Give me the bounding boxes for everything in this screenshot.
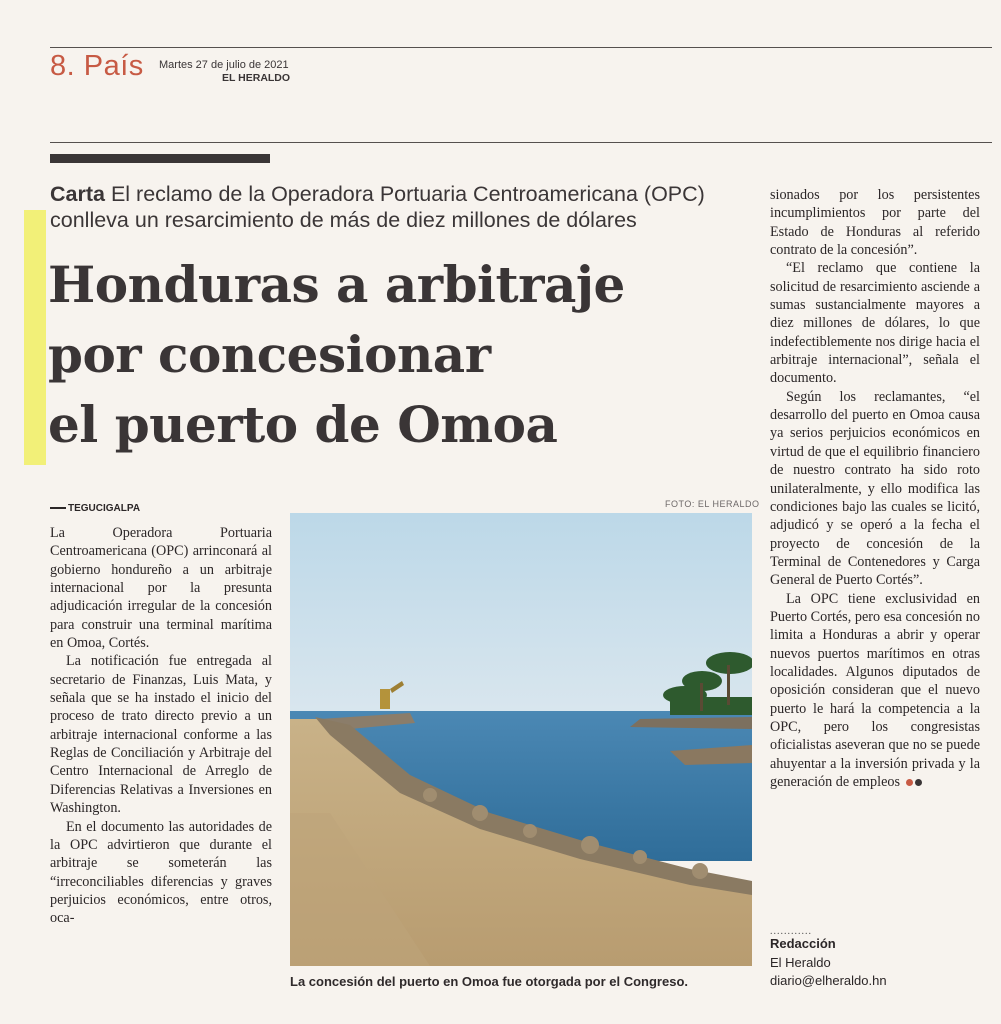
- header-bottom-rule: [50, 142, 992, 143]
- paragraph: sionados por los persistentes incumplimientos por parte del Estado de Honduras al referido contrato de la concesión”.: [770, 187, 980, 259]
- end-mark-dark-icon: [915, 779, 922, 786]
- paragraph: En el documento las autoridades de la OPC advirtieron que durante el arbitraje se someterán las “irreconciliables diferencias y graves perjuicios económicos, entre otros, oca-: [50, 818, 272, 927]
- photo-credit: FOTO: EL HERALDO: [665, 499, 760, 509]
- article-column-2: [770, 186, 980, 791]
- paragraph-text: La OPC tiene exclusividad en Puerto Cortés, pero esa concesión no limita a Honduras a abrir y operar nuevos puertos marítimos en otras localidades. Algunos diputados de oposición consideran que el nuevo puerto le hará la competencia a la OPC, pero los congresistas oficialistas aseveran que no se puede ahuyentar a la inversión privada y la generación de empleos: [770, 590, 980, 790]
- section-label: 8. País: [50, 50, 144, 82]
- kicker: [50, 181, 755, 233]
- kicker-text: El reclamo de la Operadora Portuaria Centroamericana (OPC) conlleva un resarcimiento de más de diez millones de dólares: [50, 182, 705, 232]
- highlighter-mark: [24, 210, 46, 465]
- headline-line: por concesionar: [48, 325, 491, 384]
- byline: [770, 935, 887, 991]
- byline-dots: ............: [770, 926, 812, 937]
- paragraph: La Operadora Portuaria Centroamericana (OPC) arrinconará al gobierno hondureño a un arbitraje internacional por la presunta adjudicación irregular de la concesión para construir una terminal marítima en Omoa, Cortés.: [50, 525, 272, 652]
- kicker-bar: [50, 154, 270, 163]
- harbor-photo: [290, 513, 752, 966]
- paragraph: [770, 590, 980, 792]
- headline-line: Honduras a arbitraje: [48, 255, 625, 314]
- byline-outlet: El Heraldo: [770, 954, 831, 970]
- headline-line: el puerto de Omoa: [48, 395, 558, 454]
- paragraph: “El reclamo que contiene la solicitud de resarcimiento asciende a sumas sustancialmente mayores a diez millones de dólares, lo que indefectiblemente nos dirige hacia el arbitraje internacional”, señala el documento.: [770, 260, 980, 387]
- article-column-1: [50, 524, 272, 928]
- byline-email: diario@elheraldo.hn: [770, 973, 887, 988]
- byline-label: Redacción: [770, 936, 836, 951]
- headline: [48, 250, 758, 460]
- issue-date: Martes 27 de julio de 2021: [159, 59, 289, 71]
- header-top-rule: [50, 47, 992, 48]
- kicker-label: Carta: [50, 182, 105, 206]
- paragraph: La notificación fue entregada al secretario de Finanzas, Luis Mata, y señala que se ha instado el inicio del proceso de trato directo previo a un arbitraje internacional conforme a las Reglas de Conciliación y Arbitraje del Centro Internacional de Arreglo de Diferencias Relativas a Inversiones en Washington.: [50, 653, 272, 817]
- photo-caption: La concesión del puerto en Omoa fue otorgada por el Congreso.: [290, 974, 688, 989]
- newspaper-name: EL HERALDO: [222, 72, 291, 84]
- paragraph: Según los reclamantes, “el desarrollo del puerto en Omoa causa ya serios perjuicios económicos en virtud de que el equilibrio financiero de nuestro contrato ha sido roto unilateralmente, y ello modifica las condiciones bajo las cuales se licitó, adjudicó y se operó a la fecha el proyecto de concesión de la Terminal de Contenedores y Carga General de Puerto Cortés”.: [770, 388, 980, 589]
- end-mark-red-icon: [906, 779, 913, 786]
- dateline: TEGUCIGALPA: [50, 503, 140, 514]
